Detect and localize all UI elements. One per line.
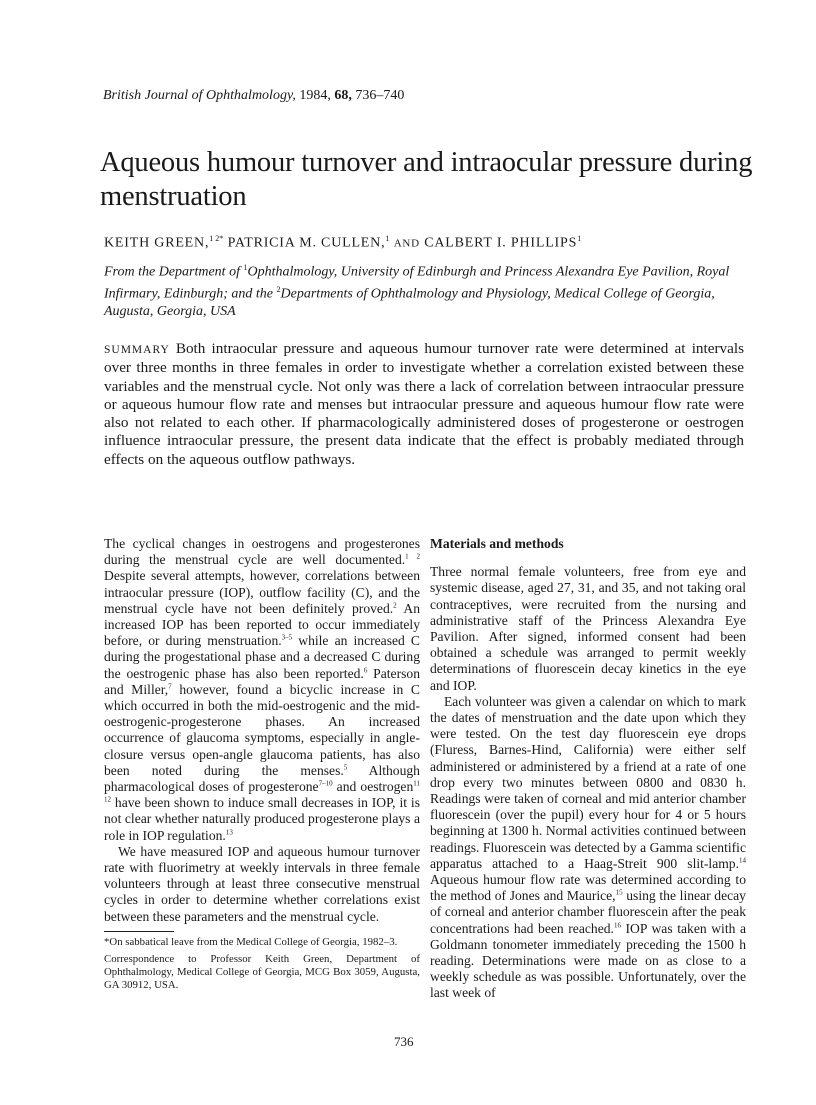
citation-ref: 5: [343, 763, 348, 772]
citation-ref: 11 12: [104, 779, 420, 804]
citation-ref: 6: [363, 666, 368, 675]
summary-text: Both intraocular pressure and aqueous humour turnover rate were determined at intervals over three months in three females in order to investigate whether a correlation existed between these variables and the menstrual cycle. Not only was there a lack of correlation between intraocular pressure or aqueous humour flow rate and menses but intraocular pressure and aqueous humour flow rate were also not related to each other. If pharmacologically administered doses of progesterone or oestrogen influence intraocular pressure, the present data indicate that the effect is probably mediated through effects on the aqueous outflow pathways.: [104, 340, 744, 468]
citation-ref: 1 2: [405, 552, 420, 561]
affiliation-text: From the Department of: [104, 264, 244, 280]
journal-volume: 68,: [334, 88, 352, 103]
footnote-sabbatical: *On sabbatical leave from the Medical College of Georgia, 1982–3.: [104, 935, 398, 948]
section-heading: Materials and methods: [430, 536, 564, 551]
citation-ref: 15: [615, 888, 623, 897]
text-run: The cyclical changes in oestrogens and progesterones during the menstrual cycle are well documented.: [104, 536, 420, 568]
author-name: KEITH GREEN,: [104, 235, 210, 251]
citation-ref: 7–10: [318, 779, 333, 788]
body-paragraph: [104, 536, 420, 844]
footnote-divider: [104, 931, 174, 932]
text-run: using the linear decay of corneal and anterior chamber fluorescein after the peak concentrations had been reached.: [430, 888, 746, 936]
text-run: have been shown to induce small decreases in IOP, it is not clear whether naturally produced progesterone plays a role in IOP regulation.: [104, 795, 420, 843]
author-name: PATRICIA M. CULLEN,: [227, 235, 386, 251]
citation-ref: 2: [393, 601, 397, 610]
body-paragraph: Three normal female volunteers, free from eye and systemic disease, aged 27, 31, and 35, and not taking oral contraceptives, were recruited from the nursing and administrative staff of the Princess Alexandra Eye Pavilion. After signed, informed consent had been obtained a schedule was arranged to permit weekly determinations of fluorescein decay kinetics in the eye and IOP.: [430, 564, 746, 693]
text-run: while an increased C during the progestational phase and a decreased C during the oestrogenic phase has also been reported.: [104, 633, 421, 681]
article-title: Aqueous humour turnover and intraocular pressure during menstruation: [100, 147, 753, 212]
journal-citation: [103, 88, 404, 104]
affiliation-text: Ophthalmology, University of Edinburgh and Princess Alexandra Eye Pavilion, Royal Infirmary, Edinburgh; and the: [104, 264, 730, 302]
citation-ref: 16: [613, 921, 621, 930]
journal-pages: 736–740: [355, 88, 405, 103]
left-column: [104, 536, 420, 992]
text-run: An increased IOP has been reported to occur immediately before, or during menstruation.: [104, 600, 420, 649]
page-number: 736: [394, 1034, 414, 1049]
author-sup: 1: [385, 234, 390, 243]
text-run: Aqueous humour flow rate was determined according to the method of Jones and Maurice,: [430, 872, 746, 904]
text-run: Although pharmacological doses of progesterone: [104, 762, 420, 795]
text-run: and oestrogen: [332, 779, 414, 795]
affiliation: [104, 259, 744, 321]
text-run: however, found a bicyclic increase in C which occurred in both the mid-oestrogenic and the mid-oestrogenic-progesterone phases. An increased occurrence of glaucoma symptoms, especially in angle-closure versus open-angle glaucoma patients, has also been noted during the menses.: [104, 681, 420, 778]
author-name: CALBERT I. PHILLIPS: [424, 235, 578, 251]
citation-ref: 14: [739, 856, 746, 865]
text-run: Paterson and Miller,: [104, 665, 420, 697]
affiliation-sup: 2: [276, 285, 281, 295]
right-column: [430, 536, 746, 1002]
affiliation-text: Departments of Ophthalmology and Physiology, Medical College of Georgia, Augusta, Georgia, USA: [104, 286, 715, 320]
text-run: IOP was taken with a Goldmann tonometer immediately preceding the 1500 h reading. Determinations were made on as close to a weekly schedule as was possible. Unfortunately, over the last week of: [430, 920, 746, 1001]
summary-label: SUMMARY: [104, 344, 170, 356]
journal-year: 1984,: [299, 88, 331, 103]
footnote-correspondence: Correspondence to Professor Keith Green, Department of Ophthalmology, Medical College of Georgia, MCG Box 3059, Augusta, GA 30912, USA.: [104, 952, 420, 991]
body-paragraph: [430, 694, 746, 1002]
text-run: Each volunteer was given a calendar on which to mark the dates of menstruation and the date upon which they were tested. On the test day fluorescein eye drops (Fluress, Barnes-Hind, California) were either self administered or administered by a friend at a rate of one drop every two minutes between 0800 and 0830 h. Readings were taken of corneal and mid anterior chamber fluorescein (over the pupil) every hour for 4 or 5 hours beginning at 1300 h. Normal activities continued between readings. Fluorescein was detected by a Gamma scientific apparatus attached to a Haag-Streit 900 slit-lamp.: [430, 693, 746, 871]
body-paragraph: We have measured IOP and aqueous humour turnover rate with fluorimetry at weekly intervals in three female volunteers through at least three consecutive menstrual cycles in order to determine whether correlations exist between these parameters and the menstrual cycle.: [104, 843, 420, 924]
author-conjunction: AND: [393, 237, 420, 250]
journal-name: British Journal of Ophthalmology,: [103, 88, 296, 103]
summary-abstract: [104, 340, 744, 469]
affiliation-sup: 1: [243, 263, 248, 272]
author-sup: 1: [577, 234, 582, 243]
author-line: [104, 234, 581, 252]
citation-ref: 7: [168, 682, 172, 691]
citation-ref: 3–5: [281, 633, 293, 642]
citation-ref: 13: [225, 828, 233, 837]
author-sup: 1 2*: [209, 234, 224, 243]
text-run: Despite several attempts, however, correlations between intraocular pressure (IOP), outflow facility (C), and the menstrual cycle have not been definitely proved.: [104, 568, 420, 616]
